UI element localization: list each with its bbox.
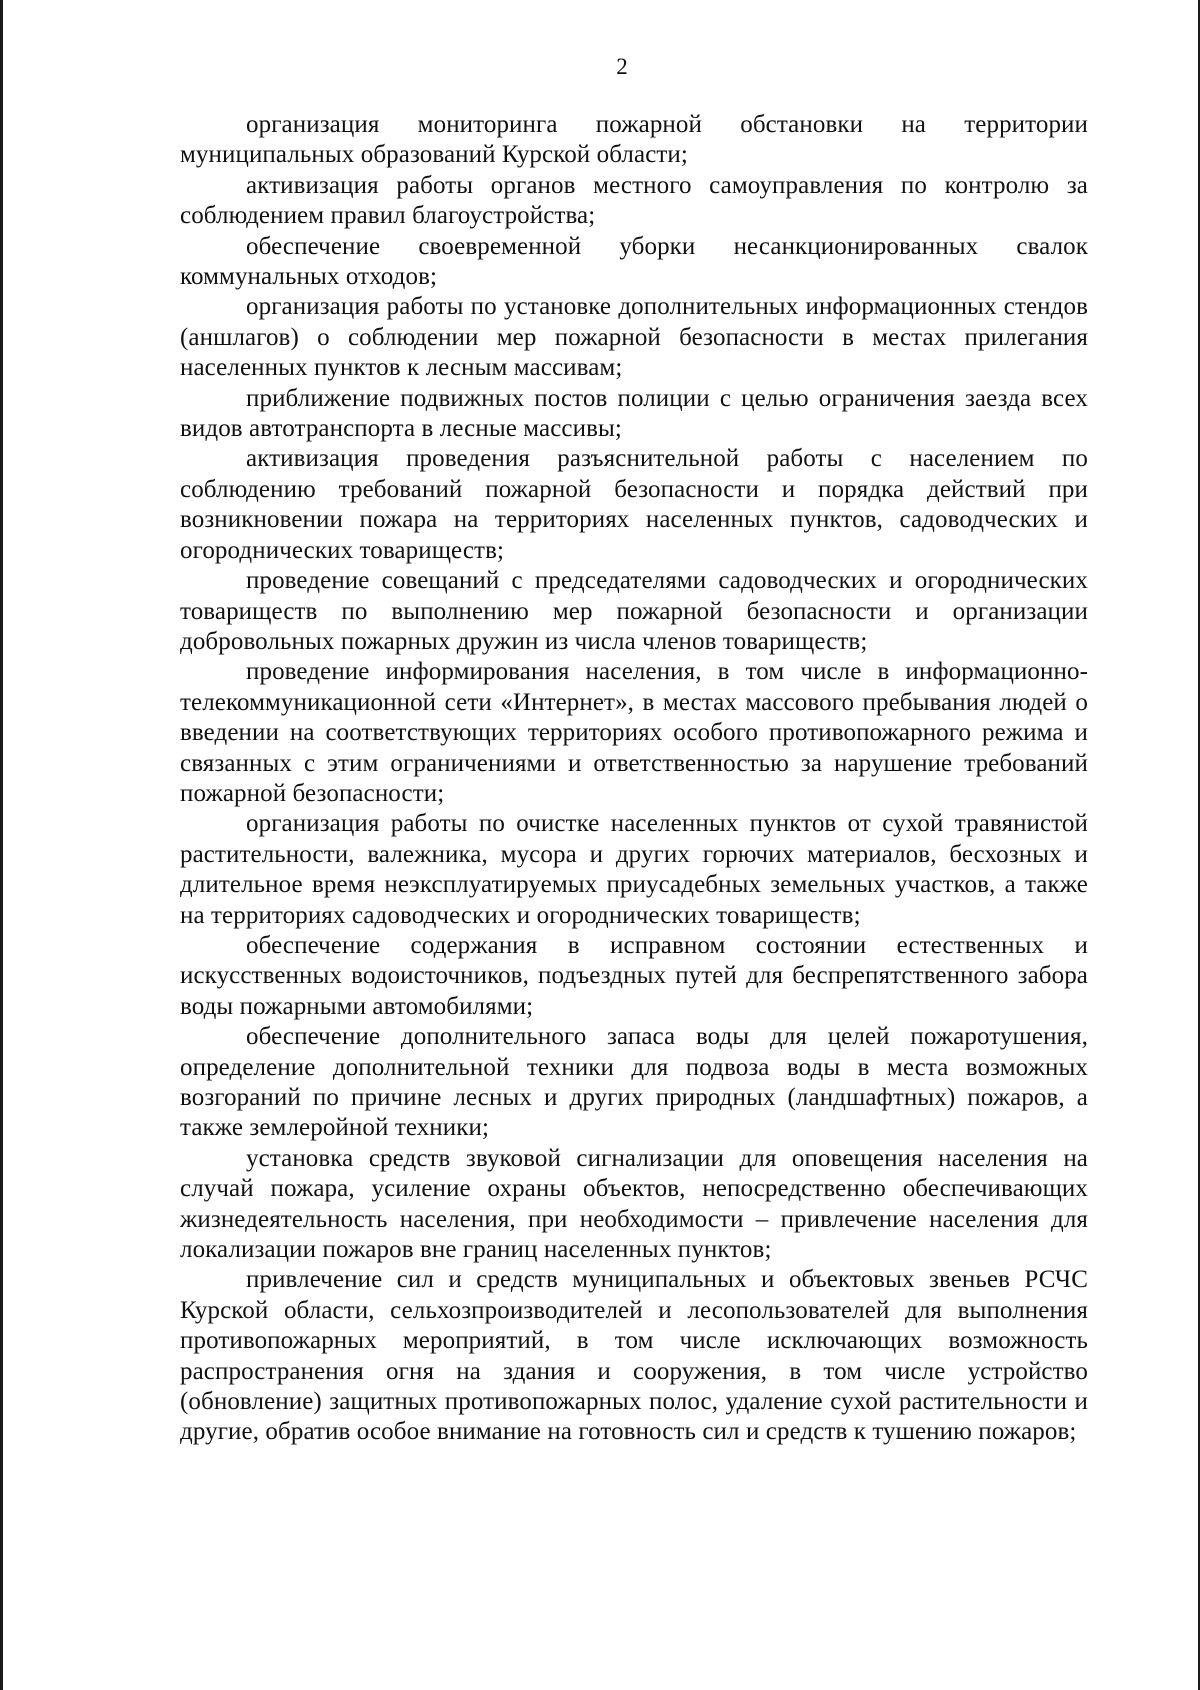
list-item-water-supply: обеспечение дополнительного запаса воды для целей пожаротушения, определение дополнительной техники для подвоза воды в места возможных возгораний по причине лесных и других природных (ландшафтных) пожаров, а также землеройной техники; [180,1023,1088,1142]
list-item-police-posts: приближение подвижных постов полиции с целью ограничения заезда всех видов автотранспорта в лесные массивы; [180,384,1088,443]
list-item-monitoring: организация мониторинга пожарной обстановки на территории муниципальных образований Курской области; [180,111,1088,169]
list-item-clearing: организация работы по очистке населенных пунктов от сухой травянистой растительности, валежника, мусора и других горючих материалов, бесхозных и длительное время неэксплуатируемых приусадебных земельных участков, а также на территориях садоводческих и огороднических товариществ; [180,810,1088,929]
document-page [180,52,1088,1448]
page-number: 2 [616,54,628,79]
list-item-water-sources: обеспечение содержания в исправном состоянии естественных и искусственных водоисточников, подъездных путей для беспрепятственного забора воды пожарными автомобилями; [180,931,1088,1020]
list-item-forces-involvement: привлечение сил и средств муниципальных и объектовых звеньев РСЧС Курской области, сельхозпроизводителей и лесопользователей для выполнения противопожарных мероприятий, в том числе исключающих возможность распространения огня на здания и сооружения, в том числе устройство (обновление) защитных противопожарных полос, удаление сухой растительности и другие, обратив особое внимание на готовность сил и средств к тушению пожаров; [180,1266,1088,1446]
list-item-info-stands: организация работы по установке дополнительных информационных стендов (аншлагов) о соблюдении мер пожарной безопасности в местах прилегания населенных пунктов к лесным массивам; [180,293,1088,382]
list-item-explanatory-work: активизация проведения разъяснительной работы с населением по соблюдению требований пожарной безопасности и порядка действий при возникновении пожара на территориях населенных пунктов, садоводческих и огороднических товариществ; [180,445,1088,564]
list-item-alarm-systems: установка средств звуковой сигнализации для оповещения населения на случай пожара, усиление охраны объектов, непосредственно обеспечивающих жизнедеятельность населения, при необходимости – привлечение населения для локализации пожаров вне границ населенных пунктов; [180,1144,1088,1264]
list-item-public-informing: проведение информирования населения, в том числе в информационно-телекоммуникационной сети «Интернет», в местах массового пребывания людей о введении на соответствующих территориях особого противопожарного режима и связанных с этим ограничениями и ответственностью за нарушение требований пожарной безопасности; [180,658,1088,807]
list-item-local-government: активизация работы органов местного самоуправления по контролю за соблюдением правил благоустройства; [180,171,1088,230]
list-item-meetings: проведение совещаний с председателями садоводческих и огороднических товариществ по выполнению мер пожарной безопасности и организации добровольных пожарных дружин из числа членов товариществ; [180,567,1088,655]
scan-border-left [0,0,3,1690]
list-item-waste-cleanup: обеспечение своевременной уборки несанкционированных свалок коммунальных отходов; [180,232,1088,291]
